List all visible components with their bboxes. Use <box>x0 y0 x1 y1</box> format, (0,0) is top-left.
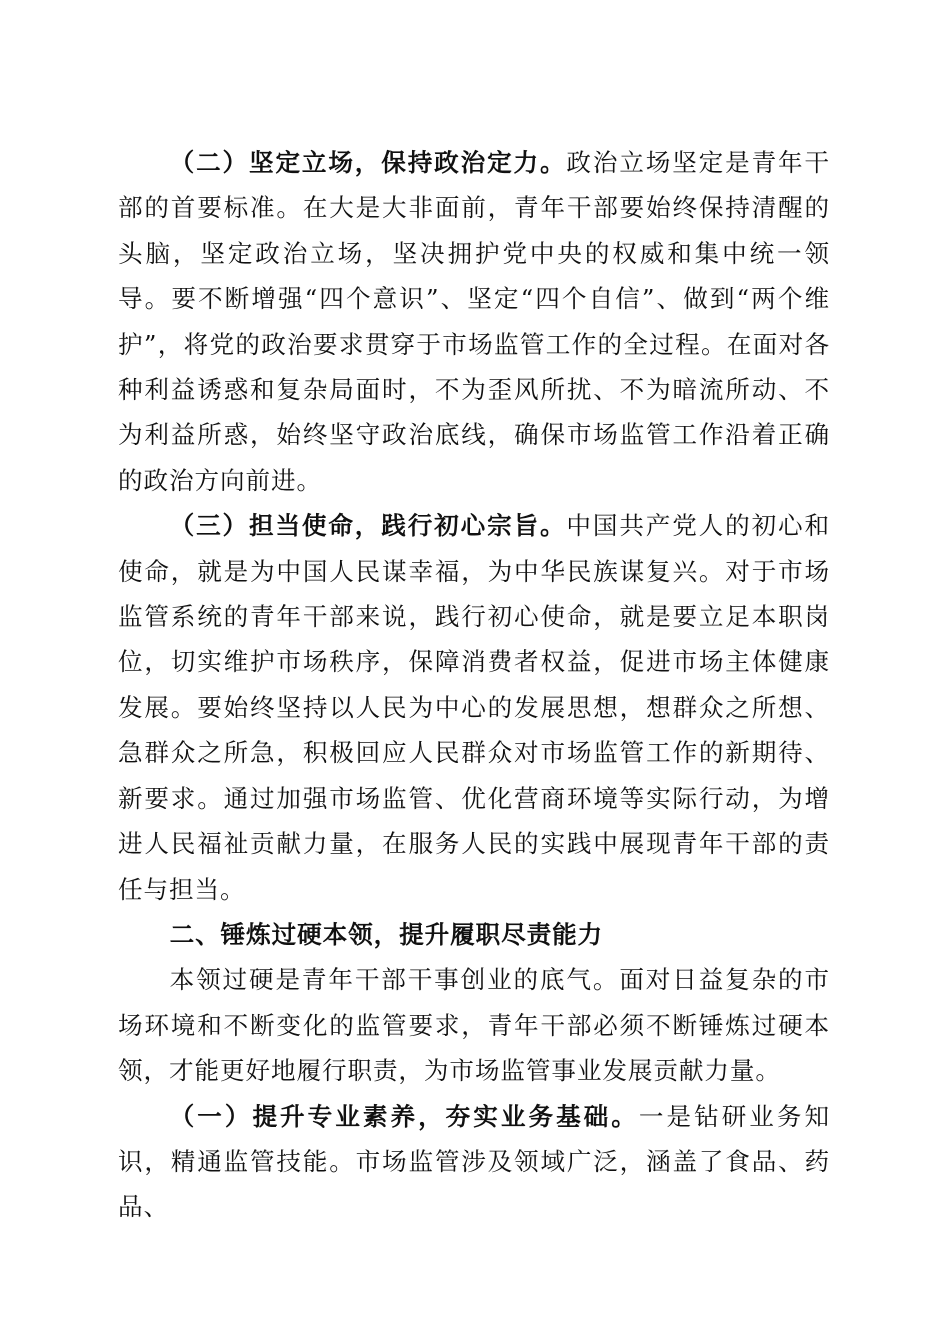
paragraph-lead: （一）提升专业素养，夯实业务基础。 <box>169 1101 639 1131</box>
section-heading: 二、锤炼过硬本领，提升履职尽责能力 <box>169 919 604 949</box>
paragraph-professional <box>118 1094 830 1230</box>
paragraph-lead: （三）担当使命，践行初心宗旨。 <box>169 511 567 541</box>
paragraph-text: 政治立场坚定是青年干部的首要标准。在大是大非面前，青年干部要始终保持清醒的头脑，坚定政治立场，坚决拥护党中央的权威和集中统一领导。要不断增强“四个意识”、坚定“四个自信”、做到“两个维护”，将党的政治要求贯穿于市场监管工作的全过程。在面对各种利益诱惑和复杂局面时，不为歪风所扰、不为暗流所动、不为利益所惑，始终坚守政治底线，确保市场监管工作沿着正确的政治方向前进。 <box>118 148 830 495</box>
paragraph-text: 一是钻研业务知识，精通监管技能。市场监管涉及领域广泛，涵盖了食品、药品、 <box>118 1101 830 1222</box>
section-intro: 本领过硬是青年干部干事创业的底气。面对日益复杂的市场环境和不断变化的监管要求，青年干部必须不断锤炼过硬本领，才能更好地履行职责，为市场监管事业发展贡献力量。 <box>118 965 830 1086</box>
document-body <box>118 140 830 1230</box>
paragraph-text: 中国共产党人的初心和使命，就是为中国人民谋幸福，为中华民族谋复兴。对于市场监管系统的青年干部来说，践行初心使命，就是要立足本职岗位，切实维护市场秩序，保障消费者权益，促进市场主体健康发展。要始终坚持以人民为中心的发展思想，想群众之所想、急群众之所急，积极回应人民群众对市场监管工作的新期待、新要求。通过加强市场监管、优化营商环境等实际行动，为增进人民福祉贡献力量，在服务人民的实践中展现青年干部的责任与担当。 <box>118 511 830 904</box>
paragraph-lead: （二）坚定立场，保持政治定力。 <box>169 148 567 177</box>
paragraph-stance <box>118 140 830 503</box>
paragraph-mission <box>118 503 830 912</box>
